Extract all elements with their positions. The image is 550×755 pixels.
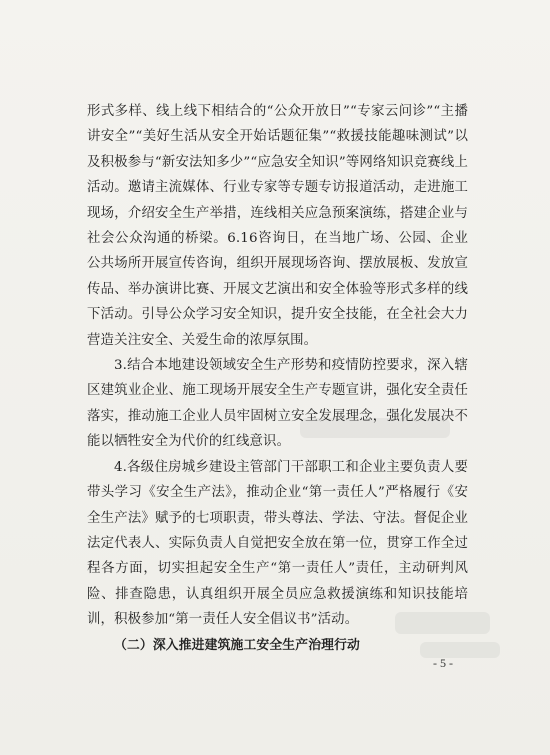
paragraph-publicity-activities: 形式多样、线上线下相结合的“公众开放日”“专家云问诊”“主播讲安全”“美好生活从安全开始话题征集”“救援技能趣味测试”以及积极参与“新安法知多少”“应急安全知识”等网络知识竞赛线上活动。邀请主流媒体、行业专家等专题专访报道活动，走进施工现场，介绍安全生产举措，连线相关应急预案演练，搭建企业与社会公众沟通的桥梁。6.16咨询日，在当地广场、公园、企业公共场所开展宣传咨询，组织开展现场咨询、摆放展板、发放宣传品、举办演讲比赛、开展文艺演出和安全体验等形式多样的线下活动。引导公众学习安全知识，提升安全技能，在全社会大力营造关注安全、关爱生命的浓厚氛围。 bbox=[87, 104, 468, 348]
paragraph-item-3: 3.结合本地建设领域安全生产形势和疫情防控要求，深入辖区建筑业企业、施工现场开展安全生产专题宣讲，强化安全责任落实，推动施工企业人员牢固树立安全发展理念，强化发展决不能以牺牲安全为代价的红线意识。 bbox=[87, 358, 468, 450]
section-heading: （二）深入推进建筑施工安全生产治理行动 bbox=[114, 637, 360, 653]
page-number: - 5 - bbox=[433, 656, 453, 670]
document-body bbox=[87, 99, 468, 658]
paragraph-item-4: 4.各级住房城乡建设主管部门干部职工和企业主要负责人要带头学习《安全生产法》，推动企业“第一责任人”严格履行《安全生产法》赋予的七项职责，带头尊法、学法、守法。督促企业法定代表人、实际负责人自觉把安全放在第一位，贯穿工作全过程各方面，切实担起安全生产“第一责任人”责任，主动研判风险、排查隐患，认真组织开展全员应急救援演练和知识技能培训，积极参加“第一责任人安全倡议书”活动。 bbox=[87, 459, 468, 628]
